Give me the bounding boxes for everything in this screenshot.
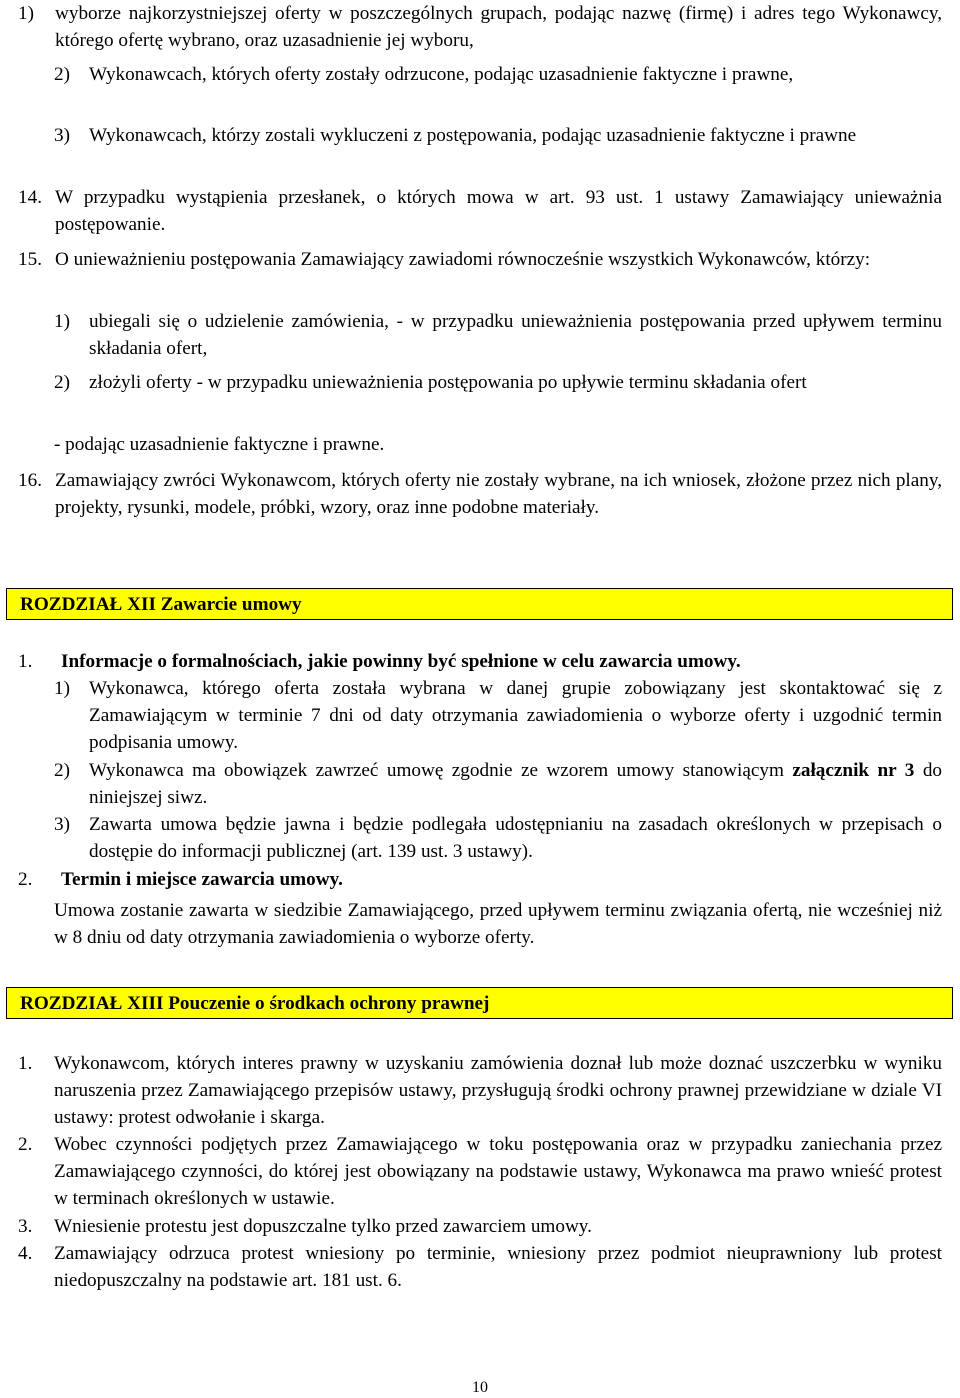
list-item-text: Wykonawcom, których interes prawny w uzyskaniu zamówienia doznał lub może doznać uszczerbku w wyniku naruszenia przez Zamawiającego przepisów ustawy, przysługują środki ochrony prawnej przewidziane w dziale VI ustawy: protest odwołanie i skarga. (54, 1053, 942, 1128)
list-item-text: ubiegali się o udzielenie zamówienia, - w przypadku unieważnienia postępowania przed upływem terminu składania ofert, (89, 311, 942, 359)
list-item-text: wyborze najkorzystniejszej oferty w poszczególnych grupach, podając nazwę (firmę) i adres tego Wykonawcy, którego ofertę wybrano, oraz uzasadnienie jej wyboru, (55, 3, 942, 51)
chapter-header (6, 987, 953, 1019)
list-item-number: 3) (54, 125, 70, 146)
list-item-text: Wniesienie protestu jest dopuszczalne tylko przed zawarciem umowy. (54, 1216, 592, 1237)
list-item-text-part: do niniejszej siwz. (89, 760, 942, 808)
paragraph-tail: - podając uzasadnienie faktyczne i prawne. (54, 434, 385, 455)
section-title: Informacje o formalnościach, jakie powinny być spełnione w celu zawarcia umowy. (61, 651, 741, 672)
section-number: 1. (18, 651, 33, 672)
list-item-number: 2) (54, 760, 70, 781)
list-item-number: 3) (54, 814, 70, 835)
list-item-text (89, 757, 942, 811)
list-item-number: 1. (18, 1053, 33, 1074)
list-item-number: 1) (18, 3, 34, 24)
list-item-text: Wykonawcach, którzy zostali wykluczeni z postępowania, podając uzasadnienie faktyczne i prawne (89, 125, 857, 146)
paragraph-number: 14. (18, 187, 42, 208)
list-item-text: Wykonawca, którego oferta została wybrana w danej grupie zobowiązany jest skontaktować się z Zamawiającym w terminie 7 dni od daty otrzymania zawiadomienia o wyborze oferty i uzgodnić termin podpisania umowy. (89, 678, 942, 753)
list-item-text: Zawarta umowa będzie jawna i będzie podlegała udostępnianiu na zasadach określonych w przepisach o dostępie do informacji publicznej (art. 139 ust. 3 ustawy). (89, 814, 942, 862)
list-item-number: 1) (54, 678, 70, 699)
section-title: Termin i miejsce zawarcia umowy. (61, 869, 343, 890)
paragraph-number: 16. (18, 470, 42, 491)
list-item-number: 2. (18, 1134, 33, 1155)
chapter-title: ROZDZIAŁ XII Zawarcie umowy (20, 594, 302, 615)
list-item-text-part: Wykonawca ma obowiązek zawrzeć umowę zgodnie ze wzorem umowy stanowiącym (89, 760, 784, 781)
chapter-title: ROZDZIAŁ XIII Pouczenie o środkach ochrony prawnej (20, 993, 490, 1014)
chapter-header (6, 588, 953, 620)
paragraph-text: Umowa zostanie zawarta w siedzibie Zamawiającego, przed upływem terminu związania ofertą, nie wcześniej niż w 8 dniu od daty otrzymania zawiadomienia o wyborze oferty. (54, 900, 942, 948)
paragraph-text: Zamawiający zwróci Wykonawcom, których oferty nie zostały wybrane, na ich wniosek, złożone przez nich plany, projekty, rysunki, modele, próbki, wzory, oraz inne podobne materiały. (55, 470, 942, 518)
list-item-number: 4. (18, 1243, 33, 1264)
list-item-text: złożyli oferty - w przypadku unieważnienia postępowania po upływie terminu składania ofert (89, 372, 807, 393)
page-number: 10 (472, 1379, 488, 1396)
section-number: 2. (18, 869, 33, 890)
list-item-number: 3. (18, 1216, 33, 1237)
attachment-reference: załącznik nr 3 (792, 760, 915, 781)
paragraph-text: W przypadku wystąpienia przesłanek, o których mowa w art. 93 ust. 1 ustawy Zamawiający unieważnia postępowanie. (55, 187, 942, 235)
list-item-text: Wobec czynności podjętych przez Zamawiającego w toku postępowania oraz w przypadku zaniechania przez Zamawiającego czynności, do której jest obowiązany na podstawie ustawy, Wykonawca ma prawo wnieść protest w terminach określonych w ustawie. (54, 1134, 942, 1209)
list-item-number: 2) (54, 372, 70, 393)
paragraph-number: 15. (18, 249, 42, 270)
list-item-number: 1) (54, 311, 70, 332)
list-item-text: Zamawiający odrzuca protest wniesiony po terminie, wniesiony przez podmiot nieuprawniony lub protest niedopuszczalny na podstawie art. 181 ust. 6. (54, 1243, 942, 1291)
paragraph-text: O unieważnieniu postępowania Zamawiający zawiadomi równocześnie wszystkich Wykonawców, którzy: (55, 249, 871, 270)
list-item-number: 2) (54, 64, 70, 85)
list-item-text: Wykonawcach, których oferty zostały odrzucone, podając uzasadnienie faktyczne i prawne, (89, 64, 794, 85)
